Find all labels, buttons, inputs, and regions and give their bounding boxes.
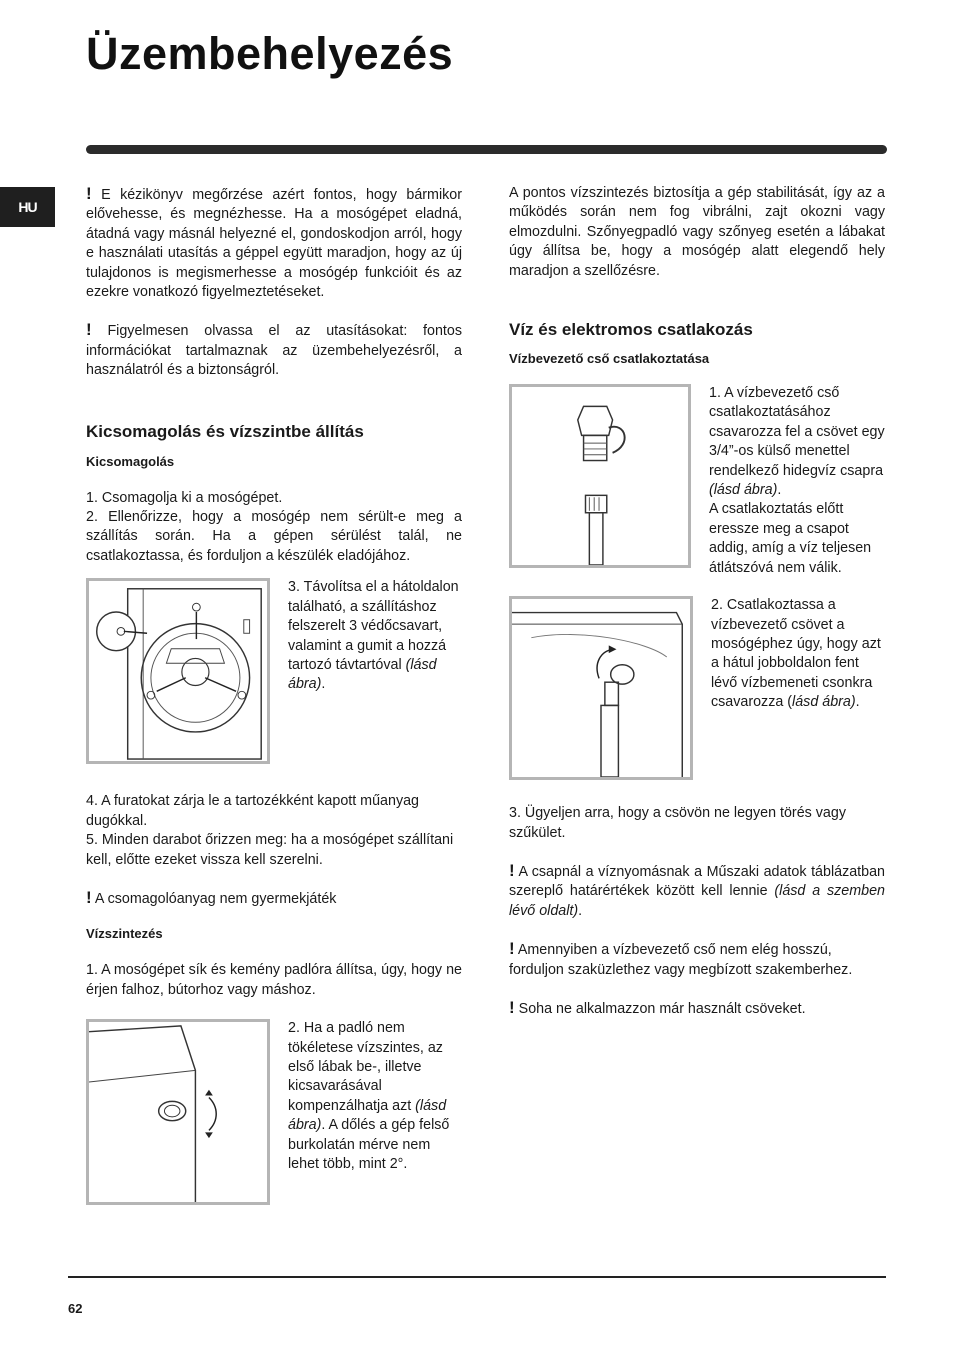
subheading-leveling: Vízszintezés bbox=[86, 926, 163, 942]
warning-icon: ! bbox=[86, 887, 92, 907]
machine-inlet-illustration bbox=[512, 599, 690, 777]
figure-row-inlet bbox=[509, 596, 885, 780]
warning-hose-length: ! Amennyiben a vízbevezető cső nem elég hosszú, forduljon szaküzlethez vagy megbízott szakemberhez. bbox=[509, 939, 853, 978]
subheading-inlet-hose: Vízbevezető cső csatlakoztatása bbox=[509, 351, 710, 367]
leveling-explanation: A pontos vízszintezés biztosítja a gép stabilitását, így az a működés során nem fog vibrálni, zajt okozni vagy elmozdulni. Szőnyegpadló vagy szőnyeg esetén a lábakat úgy állítsa be, hogy a mosógép alatt elegendő hely maradjon a szellőzésre. bbox=[509, 185, 885, 279]
left-column bbox=[86, 184, 462, 1205]
connection-step-3: 3. Ügyeljen arra, hogy a csövön ne legyen törés vagy szűkület. bbox=[509, 805, 846, 841]
page-number: 62 bbox=[68, 1301, 83, 1316]
warning-icon: ! bbox=[86, 320, 92, 340]
warning-icon: ! bbox=[509, 860, 515, 880]
figure-row-tap bbox=[509, 384, 885, 578]
section-heading-unpacking: Kicsomagolás és vízszintbe állítás bbox=[86, 421, 364, 441]
step-1: 1. Csomagolja ki a mosógépet. bbox=[86, 489, 283, 506]
step-4: 4. A furatokat zárja le a tartozékként kapott műanyag dugókkal. bbox=[86, 793, 419, 829]
washer-rear-illustration bbox=[89, 581, 267, 761]
language-tab: HU bbox=[0, 187, 55, 227]
washer-foot-illustration bbox=[89, 1022, 267, 1202]
warning-packaging: ! A csomagolóanyag nem gyermekjáték bbox=[86, 887, 337, 907]
leveling-step-1: 1. A mosógépet sík és kemény padlóra állítsa, úgy, hogy ne érjen falhoz, bútorhoz vagy máshoz. bbox=[86, 962, 462, 998]
figure-row-bolts bbox=[86, 578, 462, 764]
step-5: 5. Minden darabot őrizzen meg: ha a mosógépet szállítani kell, előtte ezeket vissza kell szerelni. bbox=[86, 832, 454, 868]
figure-rear-bolts bbox=[86, 578, 270, 764]
section-heading-connection: Víz és elektromos csatlakozás bbox=[509, 320, 753, 340]
tap-hose-illustration bbox=[512, 387, 688, 565]
step-2: 2. Ellenőrizze, hogy a mosógép nem sérült-e meg a szállítás során. Ha a gépen sérülést talál, ne csatlakoztassa, és forduljon a készülék eladójához. bbox=[86, 509, 462, 564]
right-column bbox=[509, 184, 885, 1019]
subheading-unpacking: Kicsomagolás bbox=[86, 453, 175, 469]
connection-step-1: 1. A vízbevezető cső csatlakoztatásához csavarozza fel a csövet egy 3/4”-os külső menettel rendelkező hidegvíz csapra (lásd ábra). A csatlakoztatás előtt eressze meg a csapot addig, amíg a víz teljesen átlátszóvá nem válik. bbox=[709, 385, 885, 576]
warning-used-hoses: ! Soha ne alkalmazzon már használt csöveket. bbox=[509, 997, 806, 1017]
intro-warning-2: ! Figyelmesen olvassa el az utasításokat: fontos információkat tartalmaznak az üzembehelyezésről, a használatról és a biztonságról. bbox=[86, 320, 462, 379]
figure-machine-inlet bbox=[509, 596, 693, 780]
intro-warning-1: ! E kézikönyv megőrzése azért fontos, hogy bármikor elővehesse, és megnézhesse. Ha a mosógépet eladná, átadná vagy másnál helyezné el, gondoskodjon arról, hogy e használati utasítás a géppel együtt maradjon, hogy az új tulajdonos is megismerhesse a mosógép funkcióit és az ezekre vonatkozó figyelmeztetéseket. bbox=[86, 184, 462, 301]
figure-tap-hose bbox=[509, 384, 691, 568]
warning-water-pressure: ! A csapnál a víznyomásnak a Műszaki adatok táblázatban szereplő határértékek között kell lennie (lásd a szemben lévő oldalt). bbox=[509, 860, 885, 919]
step-3: 3. Távolítsa el a hátoldalon található, a szállításhoz felszerelt 3 védőcsavart, valamint a gumit a hozzá tartozó távtartóval (lásd ábra). bbox=[288, 579, 459, 693]
title-divider bbox=[86, 145, 887, 154]
figure-row-feet bbox=[86, 1019, 462, 1205]
page-title: Üzembehelyezés bbox=[86, 28, 454, 79]
leveling-step-2: 2. Ha a padló nem tökéletese vízszintes, az első lábak be-, illetve kicsavarásával kompenzálhatja azt (lásd ábra). A dőlés a gép felső burkolatán mérve nem lehet több, mint 2°. bbox=[288, 1020, 450, 1172]
figure-adjustable-feet bbox=[86, 1019, 270, 1205]
warning-icon: ! bbox=[509, 997, 515, 1017]
warning-icon: ! bbox=[86, 184, 92, 203]
connection-step-2: 2. Csatlakoztassa a vízbevezető csövet a mosógéphez úgy, hogy azt a hátul jobboldalon fent lévő vízbemeneti csonkra csavarozza (lásd ábra). bbox=[711, 597, 881, 711]
footer-divider bbox=[68, 1276, 886, 1278]
warning-icon: ! bbox=[509, 939, 515, 959]
